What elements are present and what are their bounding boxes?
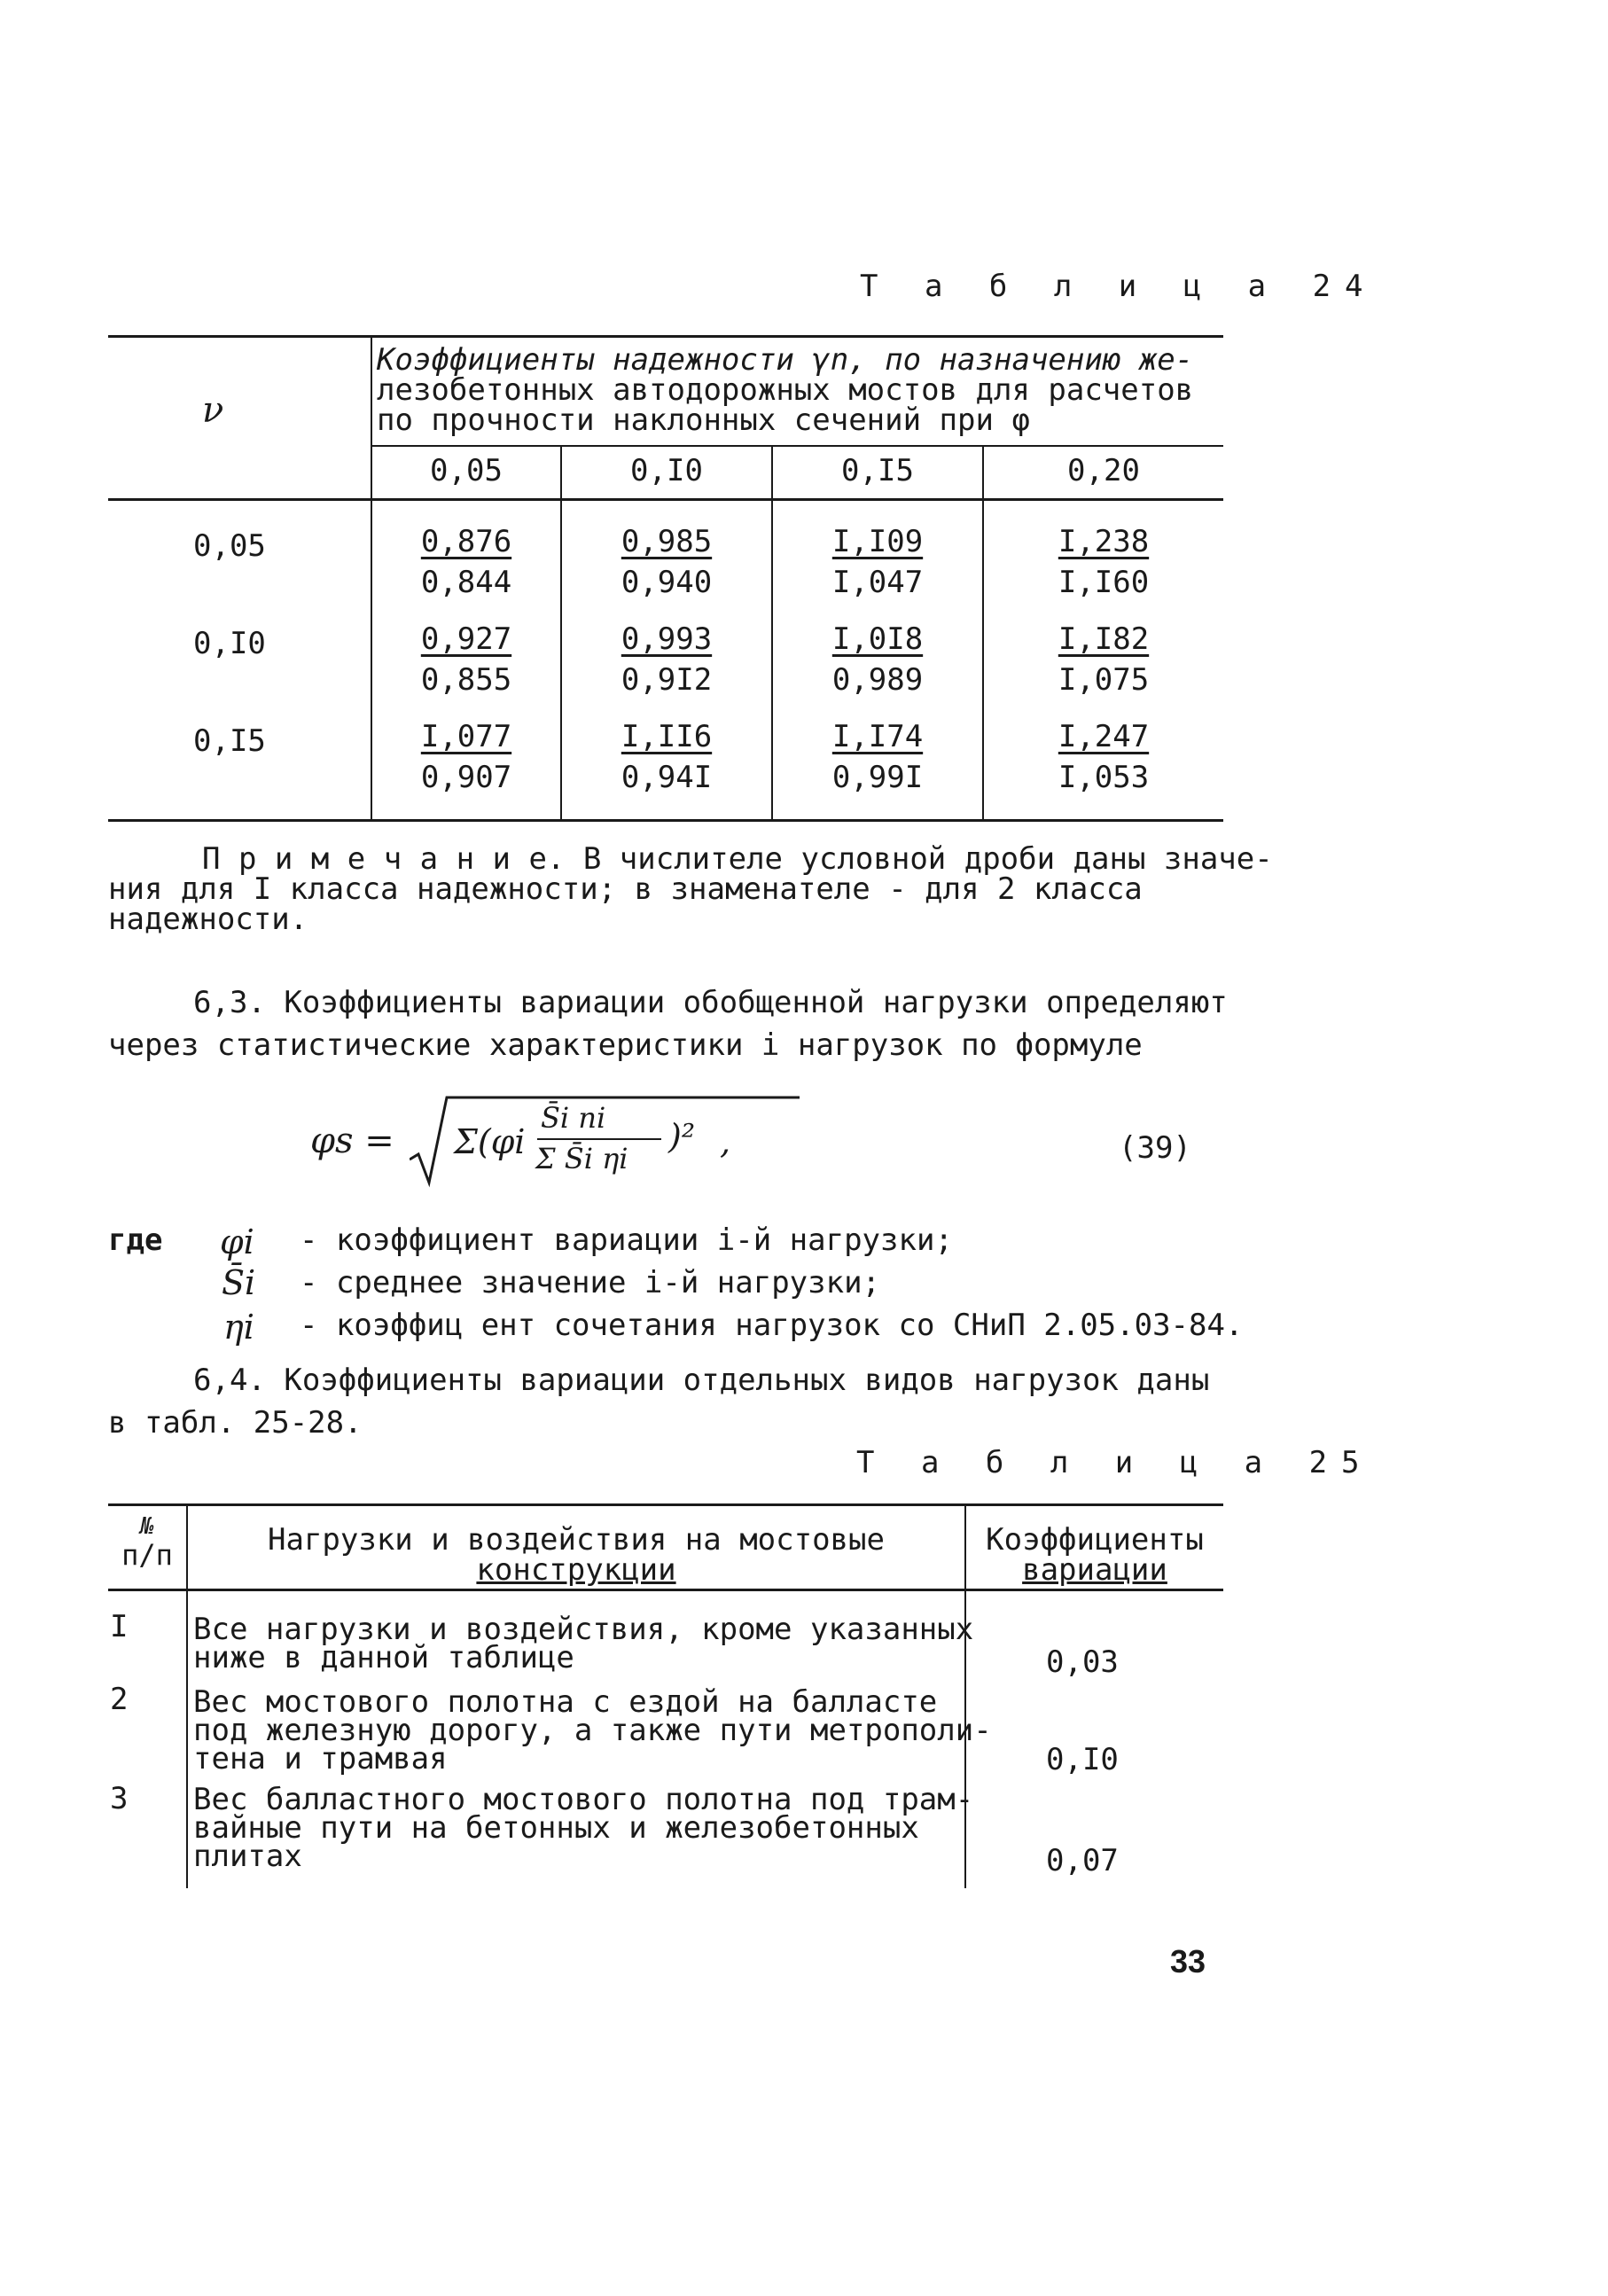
table24-cell (984, 716, 1223, 798)
formula-fraction-num: S̄i ni (541, 1101, 606, 1135)
table24-denominator: 0,99I (831, 760, 924, 795)
table25-row-coef: 0,07 (1046, 1843, 1119, 1878)
where-symbol: ηi (223, 1308, 254, 1347)
table24-denominator: I,053 (1058, 760, 1150, 795)
table24-numerator: I,238 (1058, 524, 1150, 559)
note-line-2: ния для I класса надежности; в знаменателе - для 2 класса (108, 871, 1143, 907)
table25-header-num (108, 1512, 186, 1572)
table24-cell (562, 619, 771, 700)
table24-numerator: 0,985 (621, 524, 713, 559)
where-symbol: S̄i (222, 1263, 256, 1302)
table24-col-value: 0,05 (430, 453, 503, 488)
table24-row-label: 0,I0 (193, 626, 266, 661)
table25-header-load (188, 1522, 964, 1588)
formula-sum-term: Σ(φi (454, 1122, 526, 1161)
table24-cell (984, 521, 1223, 603)
table24-numerator: I,II6 (621, 719, 713, 754)
table24-denominator: I,075 (1058, 662, 1150, 698)
table24-denominator: 0,940 (621, 565, 713, 600)
formula-number: (39) (1119, 1130, 1191, 1166)
formula-comma: , (720, 1122, 731, 1161)
table24-denominator: I,047 (831, 565, 924, 600)
table25-header-coef (966, 1522, 1223, 1588)
table24-header-line-2: лезобетонных автодорожных мостов для расчетов (377, 372, 1194, 408)
table25-row-line: ниже в данной таблице (193, 1640, 574, 1675)
table24-denominator: 0,907 (420, 760, 512, 795)
table24-numerator: I,I74 (831, 719, 924, 754)
table25-row-line: плитах (193, 1839, 302, 1874)
table24-cell (773, 619, 982, 700)
table25-row-desc (193, 1782, 974, 1874)
table24-numerator: I,I82 (1058, 621, 1150, 657)
table25-top-rule (108, 1503, 1223, 1506)
table24-numerator: I,I09 (831, 524, 924, 559)
para-6-4-line-1: 6,4. Коэффициенты вариации отдельных видов нагрузок даны (193, 1363, 1210, 1398)
table25-header-coef-line-2: вариации (1022, 1552, 1167, 1588)
note-line-1: П р и м е ч а н и е. В числителе условной дроби даны значе- (202, 841, 1273, 877)
table24-numerator: I,077 (420, 719, 512, 754)
table25-row-coef: 0,03 (1046, 1644, 1119, 1680)
table25-header-num-label: п/п (121, 1538, 173, 1572)
table24-cell (372, 619, 560, 700)
para-6-4-line-2: в табл. 25-28. (108, 1405, 363, 1441)
table24-header-bottom-rule (108, 498, 1223, 501)
table24-header-line-3: по прочности наклонных сечений при φ (377, 402, 1030, 438)
table25-row-line: вайные пути на бетонных и железобетонных (193, 1810, 919, 1846)
table24-cell (372, 521, 560, 603)
where-label: где (108, 1222, 163, 1258)
table25-row-line: тена и трамвая (193, 1741, 448, 1777)
table24-col-value: 0,I5 (841, 453, 914, 488)
table24-top-rule (108, 335, 1223, 338)
table25-row-line: Вес балластного мостового полотна под трам- (193, 1782, 974, 1817)
table25-row-line: Вес мостового полотна с ездой на балласте (193, 1684, 938, 1720)
where-symbol: φi (220, 1222, 254, 1261)
table24-cell (562, 521, 771, 603)
table24-numerator: 0,876 (420, 524, 512, 559)
formula-lhs: φs = (310, 1121, 394, 1161)
formula-fraction-bar (537, 1138, 661, 1140)
table25-header-coef-line-1: Коэффициенты (986, 1522, 1204, 1558)
formula-39 (310, 1090, 807, 1188)
table25-row-num: I (110, 1609, 129, 1644)
table24-subheader-rule (371, 445, 1223, 447)
note-line-3: надежности. (108, 902, 308, 937)
table24-cell (984, 619, 1223, 700)
table24-nu-header: ν (202, 390, 224, 431)
table24-cell (773, 716, 982, 798)
table24-denominator: 0,844 (420, 565, 512, 600)
table25-row-line: Все нагрузки и воздействия, кроме указанных (193, 1612, 974, 1647)
para-6-3-line-1: 6,3. Коэффициенты вариации обобщенной нагрузки определяют (193, 985, 1228, 1020)
table24-denominator: I,I60 (1058, 565, 1150, 600)
table24-header-line-1: Коэффициенты надежности γn, по назначению же- (377, 342, 1194, 378)
table25-header-num-sym: № (140, 1513, 154, 1540)
table25-row-line: под железную дорогу, а также пути метрополи- (193, 1713, 992, 1748)
table24-numerator: I,0I8 (831, 621, 924, 657)
table25-row-num: 3 (110, 1781, 129, 1816)
formula-fraction-den: Σ S̄i ηi (535, 1142, 628, 1175)
para-6-3-line-2: через статистические характеристики i нагрузок по формуле (108, 1027, 1143, 1063)
table25-row-coef: 0,I0 (1046, 1742, 1119, 1777)
table24-cell (562, 716, 771, 798)
table25-header-load-line-2: конструкции (476, 1552, 676, 1588)
table24-cell (372, 716, 560, 798)
table25-caption: Т а б л и ц а 25 (856, 1445, 1374, 1480)
table24-row-label: 0,I5 (193, 723, 266, 759)
table25-header-bottom-rule (108, 1589, 1223, 1591)
table24-denominator: 0,855 (420, 662, 512, 698)
table24-numerator: I,247 (1058, 719, 1150, 754)
table24-caption: Т а б л и ц а 24 (860, 269, 1378, 304)
where-desc: - коэффициент вариации i-й нагрузки; (300, 1222, 953, 1258)
formula-suffix: )² (668, 1117, 696, 1156)
where-desc: - среднее значение i-й нагрузки; (300, 1265, 881, 1300)
table25-row-desc (193, 1684, 992, 1777)
table24-bottom-rule (108, 819, 1223, 822)
table24-col-value: 0,20 (1067, 453, 1140, 488)
table24-denominator: 0,9I2 (621, 662, 713, 698)
table25-row-desc (193, 1612, 974, 1675)
table25-header-load-line-1: Нагрузки и воздействия на мостовые (268, 1522, 885, 1558)
where-desc: - коэффиц ент сочетания нагрузок со СНиП 2.05.03-84. (300, 1308, 1244, 1343)
table25-row-num: 2 (110, 1682, 129, 1717)
table24-row-label: 0,05 (193, 528, 266, 564)
table24-col-value: 0,I0 (630, 453, 703, 488)
table24-numerator: 0,993 (621, 621, 713, 657)
page-number: 33 (1170, 1943, 1206, 1980)
table24-denominator: 0,989 (831, 662, 924, 698)
table24-denominator: 0,94I (621, 760, 713, 795)
table24-cell (773, 521, 982, 603)
table24-numerator: 0,927 (420, 621, 512, 657)
